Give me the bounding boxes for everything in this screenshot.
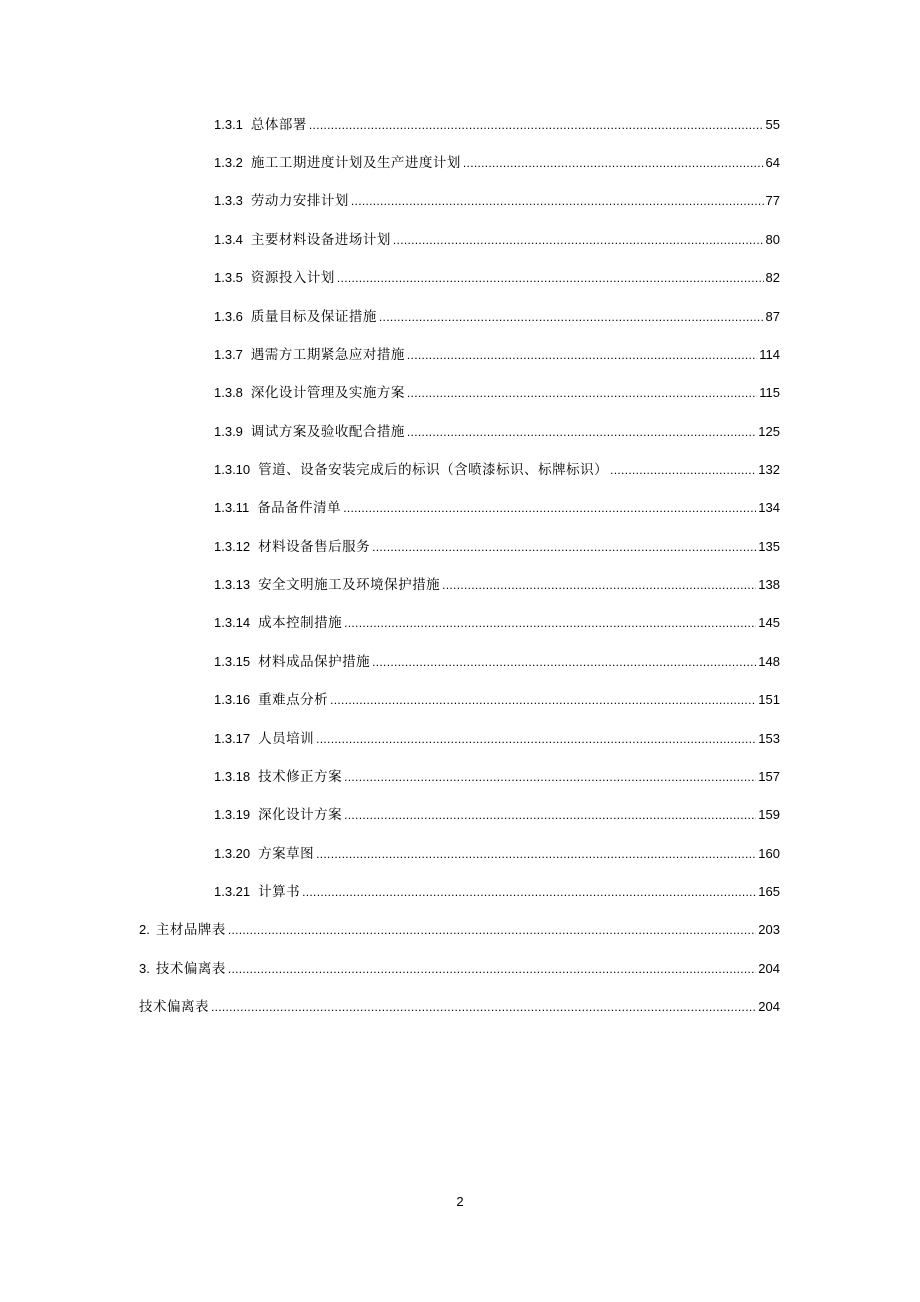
toc-entry-page: 148 [758, 654, 780, 669]
toc-entry-title: 遇需方工期紧急应对措施 [250, 347, 405, 363]
toc-dot-leader [610, 459, 756, 481]
toc-entry[interactable] [214, 612, 780, 634]
toc-entry-title: 成本控制措施 [258, 615, 343, 631]
toc-entry-number: 1.3.21 [214, 884, 251, 899]
toc-entry-page: 114 [759, 347, 780, 362]
toc-entry[interactable] [214, 306, 780, 328]
toc-entry[interactable] [214, 766, 780, 788]
toc-entry-page: 80 [765, 232, 780, 247]
toc-entry-page: 204 [758, 999, 780, 1014]
toc-dot-leader [442, 574, 756, 596]
toc-entry-number: 2. [139, 922, 150, 937]
toc-entry[interactable] [139, 996, 780, 1018]
toc-dot-leader [316, 728, 756, 750]
toc-dot-leader [344, 804, 756, 826]
toc-entry-title: 技术修正方案 [258, 769, 343, 785]
toc-entry-title: 深化设计方案 [258, 807, 343, 823]
toc-entry-page: 153 [758, 731, 780, 746]
toc-entry-number: 1.3.9 [214, 424, 243, 439]
toc-entry[interactable] [214, 497, 780, 519]
toc-entry-number: 1.3.5 [214, 270, 243, 285]
toc-entry-number: 1.3.8 [214, 385, 243, 400]
toc-entry-title: 劳动力安排计划 [250, 193, 349, 209]
toc-entry-title: 人员培训 [258, 731, 315, 747]
toc-entry[interactable] [214, 421, 780, 443]
toc-entry-title: 材料设备售后服务 [258, 539, 371, 555]
page-number: 2 [456, 1194, 464, 1209]
toc-dot-leader [211, 996, 756, 1018]
toc-entry-title: 总体部署 [250, 117, 307, 133]
toc-entry[interactable] [214, 804, 780, 826]
toc-entry-number: 1.3.20 [214, 846, 251, 861]
toc-entry-title: 材料成品保护措施 [258, 654, 371, 670]
toc-entry-number: 1.3.11 [214, 500, 250, 515]
toc-entry-title: 重难点分析 [258, 692, 329, 708]
toc-entry-page: 165 [758, 884, 780, 899]
toc-entry-page: 132 [758, 462, 780, 477]
toc-entry-page: 138 [758, 577, 780, 592]
toc-entry-page: 134 [758, 500, 780, 515]
toc-entry[interactable] [214, 459, 780, 481]
toc-entry[interactable] [139, 919, 780, 941]
toc-entry[interactable] [139, 958, 780, 980]
toc-entry[interactable] [214, 536, 780, 558]
toc-dot-leader [372, 651, 756, 673]
toc-entry[interactable] [214, 344, 780, 366]
toc-entry-title: 主要材料设备进场计划 [250, 232, 391, 248]
toc-entry-number: 1.3.1 [214, 117, 243, 132]
toc-dot-leader [379, 306, 764, 328]
toc-dot-leader [463, 152, 764, 174]
toc-entry[interactable] [214, 229, 780, 251]
toc-dot-leader [393, 229, 764, 251]
toc-entry[interactable] [214, 728, 780, 750]
toc-entry-page: 125 [758, 424, 780, 439]
toc-entry-number: 1.3.17 [214, 731, 251, 746]
toc-dot-leader [351, 190, 764, 212]
toc-entry-page: 159 [758, 807, 780, 822]
toc-entry[interactable] [214, 574, 780, 596]
toc-entry[interactable] [214, 114, 780, 136]
toc-entry-title: 备品备件清单 [257, 500, 342, 516]
toc-dot-leader [316, 843, 756, 865]
toc-entry-number: 1.3.3 [214, 193, 243, 208]
toc-entry-page: 145 [758, 615, 780, 630]
toc-entry-page: 135 [758, 539, 780, 554]
toc-entry-page: 77 [765, 193, 780, 208]
toc-entry-number: 1.3.14 [214, 615, 251, 630]
toc-entry-number: 1.3.18 [214, 769, 251, 784]
toc-entry[interactable] [214, 190, 780, 212]
toc-entry-number: 1.3.13 [214, 577, 251, 592]
toc-entry-title: 技术偏离表 [155, 961, 226, 977]
toc-entry-number: 1.3.2 [214, 155, 243, 170]
toc-dot-leader [330, 689, 756, 711]
toc-entry[interactable] [214, 267, 780, 289]
toc-dot-leader [407, 421, 756, 443]
toc-entry-page: 204 [758, 961, 780, 976]
toc-entry-title: 技术偏离表 [139, 999, 209, 1015]
toc-entry[interactable] [214, 651, 780, 673]
toc-entry-title: 方案草图 [258, 846, 315, 862]
toc-dot-leader [309, 114, 764, 136]
toc-dot-leader [407, 344, 757, 366]
toc-entry[interactable] [214, 152, 780, 174]
toc-entry-number: 1.3.6 [214, 309, 243, 324]
toc-dot-leader [302, 881, 756, 903]
toc-entry-page: 55 [765, 117, 780, 132]
toc-entry-page: 151 [758, 692, 780, 707]
toc-dot-leader [372, 536, 756, 558]
toc-entry-page: 87 [765, 309, 780, 324]
toc-entry-number: 1.3.19 [214, 807, 251, 822]
toc-entry[interactable] [214, 881, 780, 903]
toc-entry-title: 资源投入计划 [250, 270, 335, 286]
toc-entry-number: 1.3.4 [214, 232, 243, 247]
toc-dot-leader [407, 382, 757, 404]
toc-dot-leader [228, 919, 756, 941]
toc-entry-page: 203 [758, 922, 780, 937]
toc-entry-number: 1.3.15 [214, 654, 251, 669]
toc-entry[interactable] [214, 843, 780, 865]
toc-entry[interactable] [214, 689, 780, 711]
toc-entry-number: 1.3.12 [214, 539, 251, 554]
toc-entry-page: 64 [765, 155, 780, 170]
toc-dot-leader [337, 267, 764, 289]
toc-dot-leader [343, 497, 756, 519]
toc-entry-number: 1.3.7 [214, 347, 243, 362]
toc-entry-title: 调试方案及验收配合措施 [250, 424, 405, 440]
toc-entry-number: 3. [139, 961, 150, 976]
toc-dot-leader [228, 958, 756, 980]
toc-entry-number: 1.3.10 [214, 462, 251, 477]
toc-entry-title: 施工工期进度计划及生产进度计划 [250, 155, 461, 171]
toc-entry-title: 主材品牌表 [155, 922, 226, 938]
toc-entry-number: 1.3.16 [214, 692, 251, 707]
toc-entry-page: 115 [759, 385, 780, 400]
toc-entry[interactable] [214, 382, 780, 404]
toc-entry-title: 深化设计管理及实施方案 [250, 385, 405, 401]
toc-entry-title: 质量目标及保证措施 [250, 309, 377, 325]
toc-entry-title: 安全文明施工及环境保护措施 [258, 577, 441, 593]
toc-entry-page: 82 [765, 270, 780, 285]
toc-dot-leader [344, 612, 756, 634]
toc-entry-page: 157 [758, 769, 780, 784]
toc-entry-page: 160 [758, 846, 780, 861]
toc-entry-title: 管道、设备安装完成后的标识（含喷漆标识、标牌标识） [258, 462, 609, 478]
toc-dot-leader [344, 766, 756, 788]
toc-entry-title: 计算书 [258, 884, 301, 900]
